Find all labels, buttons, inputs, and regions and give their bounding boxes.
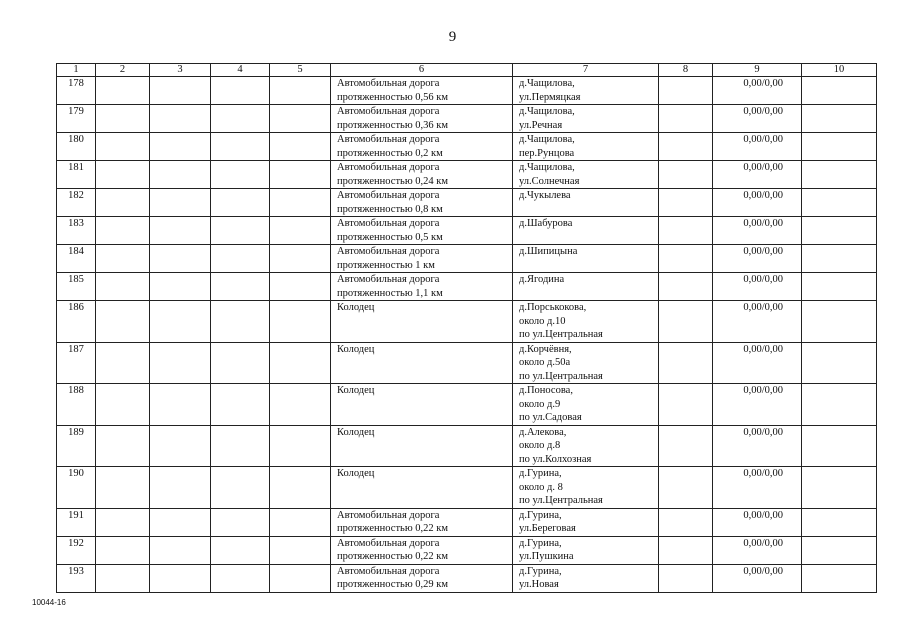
address-line: по ул.Центральная	[519, 370, 603, 382]
empty-cell	[659, 189, 713, 217]
empty-cell	[96, 301, 150, 343]
object-name-cell	[331, 77, 513, 105]
address-cell	[513, 161, 659, 189]
empty-cell	[659, 301, 713, 343]
empty-cell	[211, 105, 270, 133]
table-row	[57, 508, 877, 536]
empty-cell	[802, 105, 877, 133]
object-name-line: Автомобильная дорога	[337, 274, 440, 285]
empty-cell	[150, 245, 211, 273]
empty-cell	[270, 425, 331, 467]
empty-cell	[659, 508, 713, 536]
empty-cell	[270, 189, 331, 217]
empty-cell	[150, 536, 211, 564]
empty-cell	[659, 217, 713, 245]
object-name-line: Колодец	[337, 468, 375, 479]
address-line: д.Шабурова	[519, 218, 573, 229]
row-number-cell: 186	[57, 301, 96, 343]
row-number-cell: 192	[57, 536, 96, 564]
column-number: 3	[150, 64, 211, 77]
empty-cell	[96, 384, 150, 426]
empty-cell	[96, 217, 150, 245]
value-cell: 0,00/0,00	[713, 105, 802, 133]
address-line: д.Гурина,	[519, 537, 562, 549]
empty-cell	[150, 425, 211, 467]
address-cell	[513, 564, 659, 592]
empty-cell	[211, 384, 270, 426]
table-row	[57, 273, 877, 301]
object-name-line: Автомобильная дорога	[337, 537, 440, 549]
object-name-cell	[331, 508, 513, 536]
empty-cell	[211, 273, 270, 301]
column-number-row	[57, 64, 877, 77]
empty-cell	[96, 564, 150, 592]
address-line: пер.Рунцова	[519, 147, 575, 159]
address-line: ул.Новая	[519, 579, 559, 590]
empty-cell	[150, 273, 211, 301]
object-name-cell	[331, 105, 513, 133]
object-name-line: протяженностью 1,1 км	[337, 287, 443, 299]
object-name-line: протяженностью 0,56 км	[337, 91, 449, 103]
table-row	[57, 189, 877, 217]
empty-cell	[211, 217, 270, 245]
column-number: 9	[713, 64, 802, 77]
address-cell	[513, 105, 659, 133]
empty-cell	[96, 161, 150, 189]
empty-cell	[96, 77, 150, 105]
page-number: 9	[448, 29, 457, 45]
object-name-line: Автомобильная дорога	[337, 134, 440, 145]
address-line: д.Гурина,	[519, 509, 562, 521]
address-line: д.Гурина,	[519, 468, 562, 479]
object-name-cell	[331, 425, 513, 467]
object-name-line: Автомобильная дорога	[337, 106, 440, 117]
object-name-line: Автомобильная дорога	[337, 565, 440, 577]
object-name-line: Автомобильная дорога	[337, 162, 440, 173]
object-name-cell	[331, 273, 513, 301]
empty-cell	[659, 273, 713, 301]
address-cell	[513, 384, 659, 426]
table-row	[57, 564, 877, 592]
object-name-line: Автомобильная дорога	[337, 246, 440, 257]
empty-cell	[659, 342, 713, 384]
object-name-cell	[331, 217, 513, 245]
row-number-cell: 179	[57, 105, 96, 133]
address-cell	[513, 133, 659, 161]
object-name-line: протяженностью 0,22 км	[337, 523, 449, 534]
empty-cell	[150, 342, 211, 384]
address-cell	[513, 508, 659, 536]
empty-cell	[802, 342, 877, 384]
address-cell	[513, 189, 659, 217]
row-number-cell: 182	[57, 189, 96, 217]
column-number: 6	[331, 64, 513, 77]
column-number: 2	[96, 64, 150, 77]
address-line: по ул.Центральная	[519, 495, 603, 506]
address-line: д.Чащилова,	[519, 106, 575, 117]
empty-cell	[802, 384, 877, 426]
value-cell: 0,00/0,00	[713, 273, 802, 301]
value-cell: 0,00/0,00	[713, 342, 802, 384]
address-line: около д.50а	[519, 357, 571, 368]
value-cell: 0,00/0,00	[713, 245, 802, 273]
object-name-line: протяженностью 0,22 км	[337, 551, 449, 562]
address-cell	[513, 536, 659, 564]
empty-cell	[802, 77, 877, 105]
table-row	[57, 105, 877, 133]
value-cell: 0,00/0,00	[713, 161, 802, 189]
row-number-cell: 189	[57, 425, 96, 467]
value-cell: 0,00/0,00	[713, 536, 802, 564]
address-cell	[513, 245, 659, 273]
table-row	[57, 77, 877, 105]
value-cell: 0,00/0,00	[713, 301, 802, 343]
empty-cell	[659, 77, 713, 105]
object-name-line: Колодец	[337, 426, 375, 438]
empty-cell	[270, 564, 331, 592]
address-line: д.Чукылева	[519, 190, 571, 201]
object-name-line: Колодец	[337, 302, 375, 313]
object-name-cell	[331, 189, 513, 217]
address-line: около д. 8	[519, 481, 563, 493]
row-number-cell: 180	[57, 133, 96, 161]
row-number-cell: 191	[57, 508, 96, 536]
empty-cell	[270, 467, 331, 509]
address-line: д.Шипицына	[519, 246, 578, 257]
empty-cell	[270, 133, 331, 161]
address-line: ул.Пушкина	[519, 551, 574, 562]
row-number-cell: 181	[57, 161, 96, 189]
address-line: д.Чащилова,	[519, 162, 575, 173]
address-line: д.Поносова,	[519, 385, 573, 396]
empty-cell	[802, 245, 877, 273]
empty-cell	[96, 245, 150, 273]
empty-cell	[150, 564, 211, 592]
empty-cell	[96, 342, 150, 384]
empty-cell	[270, 77, 331, 105]
value-cell: 0,00/0,00	[713, 189, 802, 217]
table-row	[57, 425, 877, 467]
table-row	[57, 161, 877, 189]
address-line: по ул.Центральная	[519, 329, 603, 340]
empty-cell	[150, 189, 211, 217]
empty-cell	[802, 189, 877, 217]
address-cell	[513, 342, 659, 384]
object-name-line: протяженностью 0,24 км	[337, 175, 449, 187]
empty-cell	[96, 425, 150, 467]
empty-cell	[270, 508, 331, 536]
table-row	[57, 217, 877, 245]
empty-cell	[211, 564, 270, 592]
address-line: ул.Пермяцкая	[519, 91, 581, 103]
empty-cell	[96, 273, 150, 301]
row-number-cell: 187	[57, 342, 96, 384]
object-name-cell	[331, 245, 513, 273]
empty-cell	[659, 536, 713, 564]
address-cell	[513, 425, 659, 467]
object-name-line: Колодец	[337, 343, 375, 355]
empty-cell	[211, 245, 270, 273]
empty-cell	[150, 133, 211, 161]
object-name-line: протяженностью 0,29 км	[337, 579, 449, 590]
empty-cell	[211, 536, 270, 564]
address-line: д.Алекова,	[519, 426, 567, 438]
row-number-cell: 183	[57, 217, 96, 245]
empty-cell	[150, 161, 211, 189]
empty-cell	[659, 564, 713, 592]
address-line: д.Гурина,	[519, 565, 562, 577]
table-row	[57, 342, 877, 384]
table-row	[57, 467, 877, 509]
value-cell: 0,00/0,00	[713, 425, 802, 467]
table-body	[57, 64, 877, 593]
empty-cell	[150, 384, 211, 426]
address-line: ул.Береговая	[519, 523, 576, 534]
address-cell	[513, 217, 659, 245]
empty-cell	[211, 189, 270, 217]
table-row	[57, 536, 877, 564]
empty-cell	[150, 217, 211, 245]
empty-cell	[150, 77, 211, 105]
object-name-line: Автомобильная дорога	[337, 509, 440, 521]
row-number-cell: 190	[57, 467, 96, 509]
empty-cell	[659, 133, 713, 161]
address-line: около д.8	[519, 440, 561, 451]
empty-cell	[150, 508, 211, 536]
object-name-cell	[331, 301, 513, 343]
address-line: по ул.Садовая	[519, 412, 582, 423]
empty-cell	[211, 425, 270, 467]
empty-cell	[659, 467, 713, 509]
empty-cell	[270, 342, 331, 384]
address-line: д.Чащилова,	[519, 134, 575, 145]
object-name-line: протяженностью 0,5 км	[337, 231, 443, 243]
table-row	[57, 384, 877, 426]
object-name-cell	[331, 564, 513, 592]
table-row	[57, 133, 877, 161]
empty-cell	[96, 508, 150, 536]
column-number: 1	[57, 64, 96, 77]
address-line: около д.10	[519, 315, 566, 327]
empty-cell	[150, 467, 211, 509]
address-cell	[513, 77, 659, 105]
object-name-line: Автомобильная дорога	[337, 218, 440, 229]
empty-cell	[96, 133, 150, 161]
empty-cell	[211, 161, 270, 189]
object-name-cell	[331, 133, 513, 161]
value-cell: 0,00/0,00	[713, 217, 802, 245]
empty-cell	[150, 105, 211, 133]
empty-cell	[270, 161, 331, 189]
address-line: д.Ягодина	[519, 274, 565, 285]
empty-cell	[802, 273, 877, 301]
value-cell: 0,00/0,00	[713, 384, 802, 426]
empty-cell	[802, 133, 877, 161]
empty-cell	[802, 564, 877, 592]
empty-cell	[96, 536, 150, 564]
empty-cell	[659, 105, 713, 133]
empty-cell	[270, 245, 331, 273]
empty-cell	[270, 273, 331, 301]
row-number-cell: 178	[57, 77, 96, 105]
empty-cell	[211, 133, 270, 161]
object-name-line: Колодец	[337, 385, 375, 396]
register-table	[56, 63, 877, 593]
empty-cell	[659, 425, 713, 467]
empty-cell	[802, 425, 877, 467]
value-cell: 0,00/0,00	[713, 508, 802, 536]
object-name-cell	[331, 467, 513, 509]
empty-cell	[96, 105, 150, 133]
empty-cell	[96, 189, 150, 217]
empty-cell	[211, 508, 270, 536]
empty-cell	[211, 77, 270, 105]
value-cell: 0,00/0,00	[713, 133, 802, 161]
empty-cell	[659, 245, 713, 273]
column-number: 4	[211, 64, 270, 77]
table-row	[57, 301, 877, 343]
address-cell	[513, 301, 659, 343]
address-line: д.Порськокова,	[519, 302, 587, 313]
object-name-line: Автомобильная дорога	[337, 190, 440, 201]
object-name-line: Автомобильная дорога	[337, 78, 440, 89]
empty-cell	[802, 217, 877, 245]
object-name-line: протяженностью 1 км	[337, 259, 435, 271]
row-number-cell: 188	[57, 384, 96, 426]
address-cell	[513, 467, 659, 509]
table-row	[57, 245, 877, 273]
address-line: д.Чащилова,	[519, 78, 575, 89]
empty-cell	[659, 161, 713, 189]
empty-cell	[211, 301, 270, 343]
object-name-cell	[331, 161, 513, 189]
empty-cell	[659, 384, 713, 426]
empty-cell	[211, 342, 270, 384]
empty-cell	[802, 467, 877, 509]
address-line: по ул.Колхозная	[519, 453, 592, 465]
empty-cell	[270, 384, 331, 426]
object-name-line: протяженностью 0,8 км	[337, 203, 443, 215]
row-number-cell: 184	[57, 245, 96, 273]
empty-cell	[802, 536, 877, 564]
empty-cell	[211, 467, 270, 509]
object-name-line: протяженностью 0,2 км	[337, 147, 443, 159]
object-name-line: протяженностью 0,36 км	[337, 119, 449, 131]
empty-cell	[150, 301, 211, 343]
address-line: д.Корчёвня,	[519, 343, 572, 355]
value-cell: 0,00/0,00	[713, 564, 802, 592]
row-number-cell: 193	[57, 564, 96, 592]
empty-cell	[96, 467, 150, 509]
footer-code: 10044-16	[32, 598, 66, 607]
empty-cell	[270, 301, 331, 343]
empty-cell	[270, 536, 331, 564]
object-name-cell	[331, 342, 513, 384]
object-name-cell	[331, 536, 513, 564]
column-number: 5	[270, 64, 331, 77]
object-name-cell	[331, 384, 513, 426]
empty-cell	[270, 105, 331, 133]
empty-cell	[802, 161, 877, 189]
column-number: 7	[513, 64, 659, 77]
empty-cell	[270, 217, 331, 245]
row-number-cell: 185	[57, 273, 96, 301]
value-cell: 0,00/0,00	[713, 77, 802, 105]
empty-cell	[802, 301, 877, 343]
column-number: 8	[659, 64, 713, 77]
address-cell	[513, 273, 659, 301]
address-line: ул.Речная	[519, 119, 563, 131]
column-number: 10	[802, 64, 877, 77]
empty-cell	[802, 508, 877, 536]
value-cell: 0,00/0,00	[713, 467, 802, 509]
address-line: около д.9	[519, 398, 561, 410]
address-line: ул.Солнечная	[519, 175, 580, 187]
